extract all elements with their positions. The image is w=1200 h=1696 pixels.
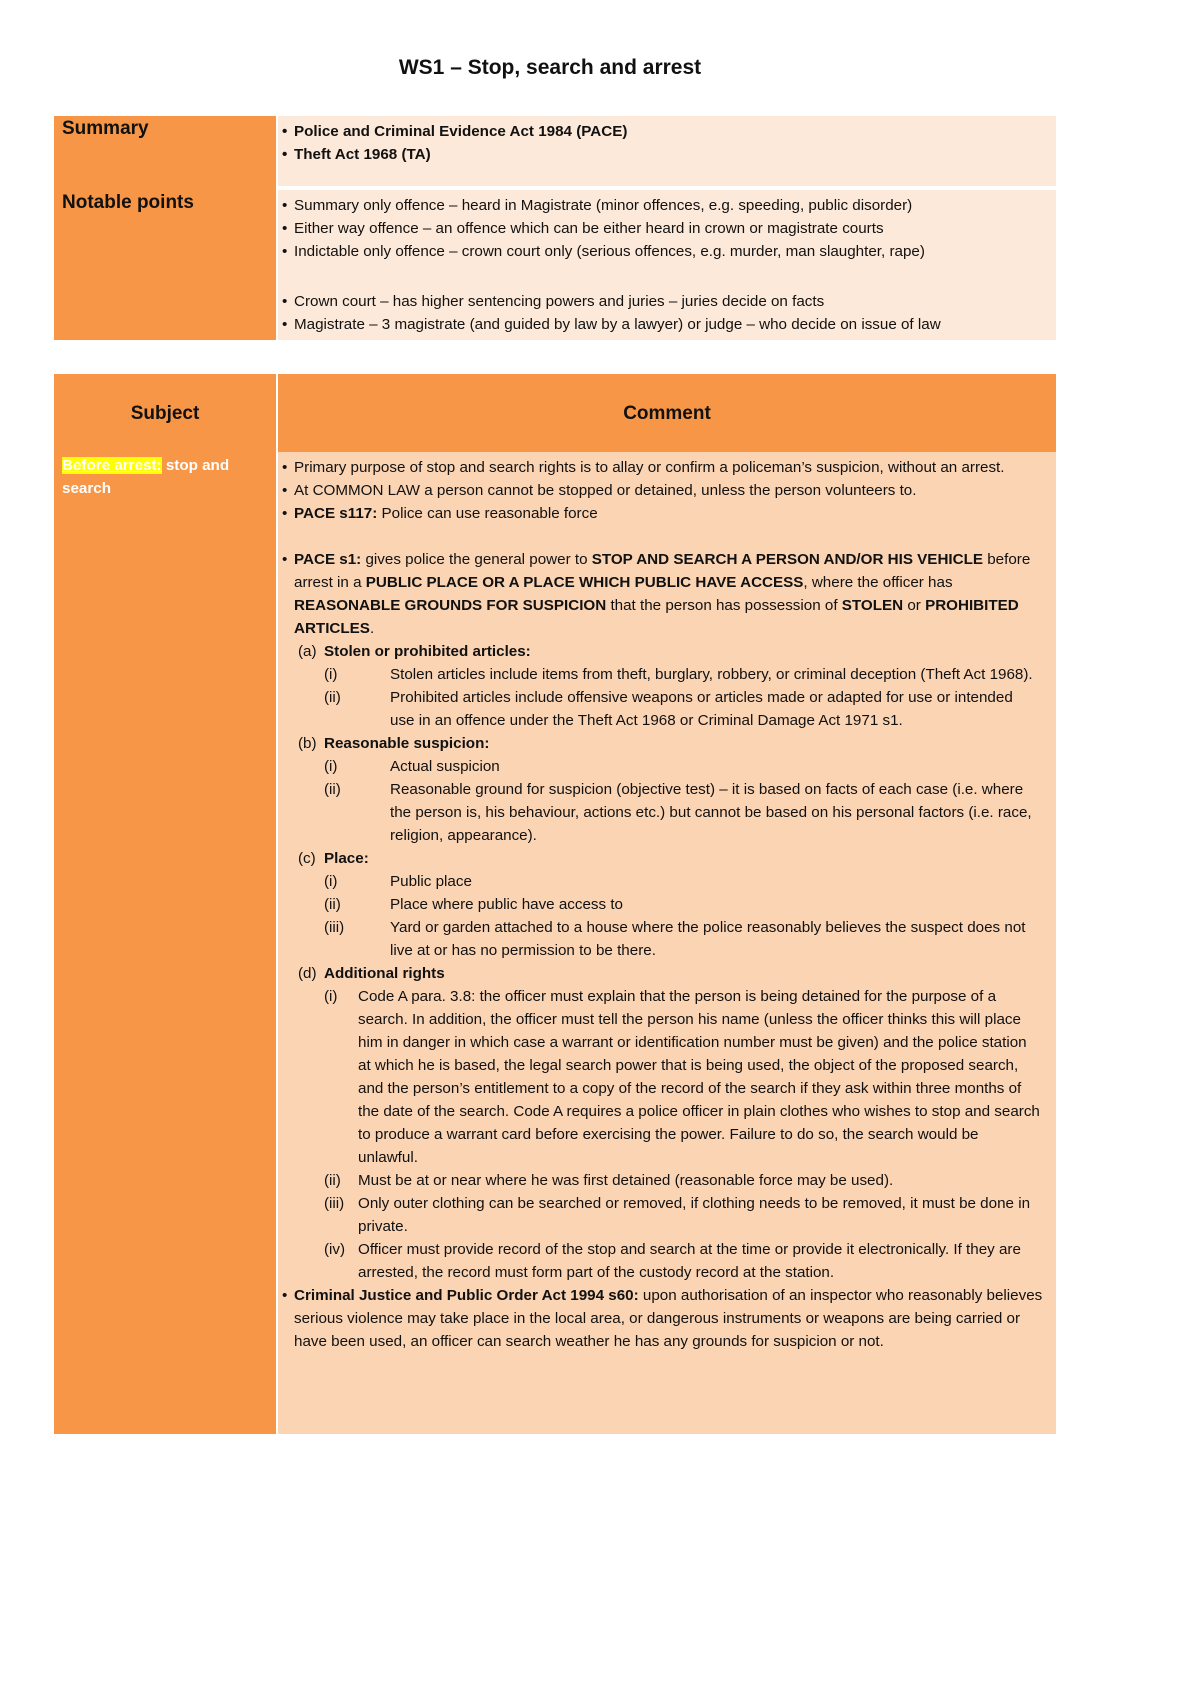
summary-label: Summary (62, 118, 149, 139)
header-comment: Comment (277, 375, 1056, 452)
subject-text: stop and search (62, 457, 230, 497)
sub-item (282, 1192, 1046, 1238)
notable-item: • Either way offence – an offence which can be either heard in crown or magistrate courts (282, 217, 1046, 240)
pace-s1-bold: REASONABLE GROUNDS FOR SUSPICION (294, 597, 607, 614)
sub-marker: (i) (324, 758, 338, 775)
section-title: Stolen or prohibited articles: (324, 643, 531, 660)
sub-item (282, 1169, 1046, 1192)
sub-text: Public place (390, 873, 472, 890)
comment-bullet: • Primary purpose of stop and search rights is to allay or confirm a policeman’s suspicion, without an arrest. (282, 456, 1046, 479)
section-b-heading (282, 732, 1046, 755)
sub-item (282, 663, 1046, 686)
main-table (54, 374, 1056, 1434)
sub-item (282, 893, 1046, 916)
sub-item (282, 778, 1046, 847)
comment-bullet-pace-s1 (282, 548, 1046, 640)
pace-s1-bold: PUBLIC PLACE OR A PLACE WHICH PUBLIC HAVE ACCESS (365, 574, 804, 591)
sub-item (282, 985, 1046, 1169)
pace-s1-text: , where the officer has (803, 574, 953, 591)
notable-item: • Crown court – has higher sentencing powers and juries – juries decide on facts (282, 290, 1046, 313)
sub-marker: (ii) (324, 689, 341, 706)
sub-text: Yard or garden attached to a house where the police reasonably believes the suspect does not live at or has no permission to be there. (390, 919, 1026, 959)
notable-item: • Magistrate – 3 magistrate (and guided by law by a lawyer) or judge – who decide on issue of law (282, 313, 1046, 336)
section-title: Additional rights (324, 965, 445, 982)
section-d-heading (282, 962, 1046, 985)
summary-table (54, 116, 1056, 340)
section-marker: (c) (298, 850, 316, 867)
notable-label-cell (54, 190, 277, 340)
pace-s1-bold: PROHIBITED ARTICLES (294, 597, 1019, 637)
sub-item (282, 870, 1046, 893)
notable-content-cell (277, 190, 1056, 340)
summary-item: • Theft Act 1968 (TA) (282, 143, 1046, 166)
sub-item (282, 755, 1046, 778)
section-title: Place: (324, 850, 369, 867)
section-c-heading (282, 847, 1046, 870)
pace-s1-text: . (369, 620, 375, 637)
sub-marker: (iii) (324, 919, 345, 936)
section-marker: (d) (298, 965, 317, 982)
sub-item (282, 686, 1046, 732)
sub-text: Officer must provide record of the stop and search at the time or provide it electronically. If they are arrested, the record must form part of the custody record at the station. (358, 1241, 1021, 1281)
section-marker: (a) (298, 643, 317, 660)
pace-s1-text: gives police the general power to (361, 551, 592, 568)
sub-text: Place where public have access to (390, 896, 624, 913)
comment-cell (277, 452, 1056, 1434)
pace117-ref: PACE s117: (294, 505, 378, 522)
sub-item (282, 1238, 1046, 1284)
sub-text: Must be at or near where he was first detained (reasonable force may be used). (358, 1172, 894, 1189)
notable-item: • Indictable only offence – crown court only (serious offences, e.g. murder, man slaughter, rape) (282, 240, 1046, 263)
page-title: WS1 – Stop, search and arrest (398, 56, 702, 79)
sub-text: Actual suspicion (390, 758, 500, 775)
sub-text: Only outer clothing can be searched or removed, if clothing needs to be removed, it must be done in private. (358, 1195, 1031, 1235)
header-subject: Subject (54, 375, 277, 452)
sub-marker: (ii) (324, 1172, 341, 1189)
section-title: Reasonable suspicion: (324, 735, 490, 752)
summary-item: • Police and Criminal Evidence Act 1984 (PACE) (282, 120, 1046, 143)
comment-bullet: • At COMMON LAW a person cannot be stopped or detained, unless the person volunteers to. (282, 479, 1046, 502)
cjpoa-ref: Criminal Justice and Public Order Act 1994 s60: (294, 1287, 639, 1304)
pace-s1-ref: PACE s1: (294, 551, 362, 568)
sub-marker: (iii) (324, 1195, 345, 1212)
summary-content-cell (277, 116, 1056, 186)
pace-s1-bold: STOP AND SEARCH A PERSON AND/OR HIS VEHICLE (591, 551, 984, 568)
pace-s1-text: before arrest in a (294, 551, 1031, 591)
sub-text: Code A para. 3.8: the officer must explain that the person is being detained for the purpose of a search. In addition, the officer must tell the person his name (unless the officer thinks this will place him in danger in which case a warrant or identification number must be given) and the police station at which he is based, the legal search power that is being used, the object of the proposed search, and the person’s entitlement to a copy of the record of the search if they ask within three months of the date of the search. Code A requires a police officer in plain clothes who wishes to stop and search to produce a warrant card before exercising the power. Failure to do so, the search would be unlawful. (358, 988, 1040, 1166)
sub-marker: (iv) (324, 1241, 346, 1258)
section-a-heading (282, 640, 1046, 663)
subject-cell (54, 452, 277, 1434)
notable-label: Notable points (62, 192, 194, 213)
pace-s1-text: or (903, 597, 926, 614)
pace-s1-bold: STOLEN (841, 597, 904, 614)
notable-item: • Summary only offence – heard in Magistrate (minor offences, e.g. speeding, public disorder) (282, 194, 1046, 217)
subject-highlight: Before arrest: (62, 457, 162, 474)
sub-text: Stolen articles include items from theft, burglary, robbery, or criminal deception (Theft Act 1968). (390, 666, 1033, 683)
pace-s1-text: that the person has possession of (606, 597, 842, 614)
sub-marker: (ii) (324, 781, 341, 798)
comment-bullet-cjpoa (282, 1284, 1046, 1353)
sub-text: Reasonable ground for suspicion (objective test) – it is based on facts of each case (i.e. where the person is, his behaviour, actions etc.) but cannot be based on his personal factors (i.e. race, religion, appearance). (390, 781, 1032, 844)
sub-marker: (i) (324, 873, 338, 890)
cjpoa-text: upon authorisation of an inspector who reasonably believes serious violence may take place in the local area, or dangerous instruments or weapons are being carried or have been used, an officer can search weather he has any grounds for suspicion or not. (294, 1287, 1043, 1350)
sub-text: Prohibited articles include offensive weapons or articles made or adapted for use or intended use in an offence under the Theft Act 1968 or Criminal Damage Act 1971 s1. (390, 689, 1013, 729)
summary-label-cell (54, 116, 277, 186)
sub-marker: (ii) (324, 896, 341, 913)
sub-marker: (i) (324, 988, 338, 1005)
comment-bullet-pace117 (282, 502, 1046, 525)
sub-item (282, 916, 1046, 962)
pace117-text: Police can use reasonable force (377, 505, 598, 522)
sub-marker: (i) (324, 666, 338, 683)
section-marker: (b) (298, 735, 317, 752)
